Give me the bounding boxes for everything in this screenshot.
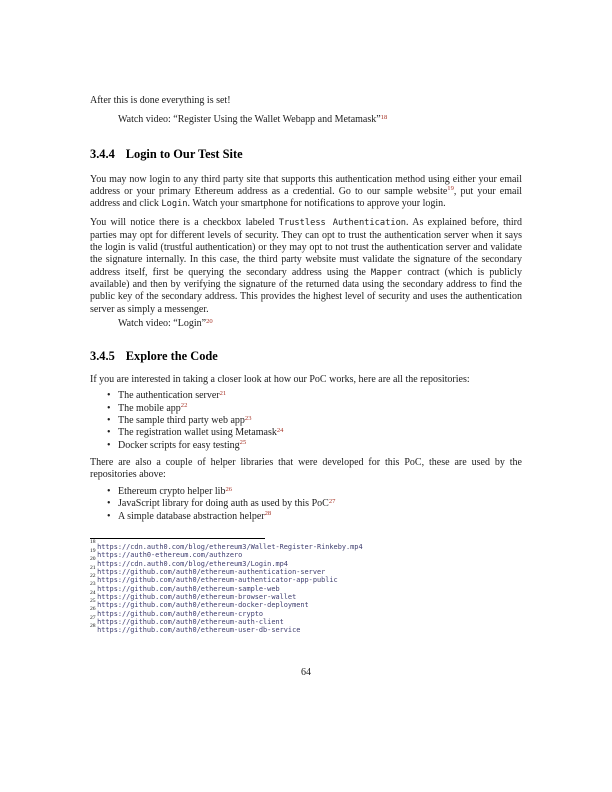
- text-run: The registration wallet using Metamask: [118, 427, 277, 439]
- inline-code: Trustless Authentication: [278, 218, 407, 229]
- footnote-number: 28: [90, 622, 96, 629]
- footnote-url-link[interactable]: https://github.com/auth0/ethereum-user-db-service: [97, 626, 301, 635]
- footnote-rule: [90, 538, 265, 539]
- text-run: , put your email address and click: [90, 185, 522, 210]
- footnote-number: 27: [90, 614, 96, 621]
- text-run: contract (which is publicly available) and then by verifying the signature of the returned data using the secondary address to find the public key of the secondary address. This provides the highest level of security and uses the authentication server as simply a messenger.: [90, 266, 522, 315]
- section-title: Login to Our Test Site: [125, 146, 243, 161]
- footnote-url-link[interactable]: https://github.com/auth0/ethereum-authentication-server: [97, 568, 326, 577]
- login-paragraph: [90, 174, 522, 211]
- footnote-number: 19: [90, 547, 96, 554]
- text-run: After this is done everything is set!: [90, 95, 231, 106]
- text-run: Docker scripts for easy testing: [118, 439, 240, 451]
- footnote-url-link[interactable]: https://github.com/auth0/ethereum-docker-deployment: [97, 601, 309, 610]
- footnote-number: 24: [90, 589, 96, 596]
- list-item-js-auth-library: [90, 498, 522, 510]
- list-item-sample-web-app: [90, 415, 522, 427]
- footnote-url-link[interactable]: https://github.com/auth0/ethereum-crypto: [97, 609, 264, 618]
- footnote-ref[interactable]: 24: [276, 426, 284, 434]
- section-number: 3.4.5: [90, 348, 115, 363]
- footnote-url-link[interactable]: https://github.com/auth0/ethereum-auth-client: [97, 618, 284, 627]
- footnote-ref[interactable]: 23: [244, 414, 252, 422]
- text-run: The authentication server: [118, 390, 220, 402]
- list-item-db-helper: [90, 511, 522, 523]
- footnote-ref[interactable]: 18: [380, 113, 388, 121]
- intro-paragraph: [90, 95, 522, 107]
- footnote-url-link[interactable]: https://github.com/auth0/ethereum-sample-web: [97, 584, 280, 593]
- text-run: The sample third party web app: [118, 415, 245, 427]
- footnote-number: 20: [90, 556, 96, 563]
- footnote-ref[interactable]: 19: [447, 185, 454, 193]
- footnote-number: 23: [90, 581, 96, 588]
- footnote-number: 18: [90, 539, 96, 546]
- footnote-url-link[interactable]: https://cdn.auth0.com/blog/ethereum3/Wallet-Register-Rinkeby.mp4: [97, 543, 363, 551]
- text-run: If you are interested in taking a closer look at how our PoC works, here are all the repositories:: [90, 373, 470, 385]
- text-run: Watch video: “Register Using the Wallet Webapp and Metamask”: [118, 114, 381, 126]
- watch-video-login-line: [118, 318, 522, 330]
- repository-list: [90, 390, 522, 451]
- list-item-crypto-helper: [90, 486, 522, 498]
- footnote-number: 26: [90, 606, 96, 613]
- section-title: Explore the Code: [125, 348, 218, 363]
- footnote-url-link[interactable]: https://github.com/auth0/ethereum-browser-wallet: [97, 593, 297, 602]
- list-item-docker-scripts: [90, 440, 522, 452]
- list-item-mobile-app: [90, 403, 522, 415]
- text-run: . As explained before, third parties may opt for different levels of security. They can opt to trust the authentication server when it says the login is valid (trustful authentication) or they may opt to not trust the authentication server and validate the signature internally. In this case, the third party website must validate the signature of the secondary address itself, first be querying the secondary address using the: [90, 217, 522, 278]
- inline-code: Login: [161, 199, 188, 210]
- footnote-18: [90, 539, 522, 551]
- footnotes-block: [90, 538, 522, 635]
- watch-video-register-line: [118, 114, 522, 126]
- footnote-url-link[interactable]: https://cdn.auth0.com/blog/ethereum3/Login.mp4: [97, 559, 288, 568]
- footnote-24: [90, 589, 522, 602]
- text-run: You may now login to any third party site that supports this authentication method using either your email address or your primary Ethereum address as a credential. Go to our sample website: [90, 173, 522, 197]
- text-run: There are also a couple of helper libraries that were developed for this PoC, these are used by the repositories above:: [90, 456, 522, 481]
- footnote-20: [90, 556, 522, 568]
- footnote-url-link[interactable]: https://github.com/auth0/ethereum-authenticator-app-public: [97, 576, 338, 585]
- section-number: 3.4.4: [90, 146, 115, 161]
- footnote-number: 21: [90, 564, 96, 571]
- inline-code: Mapper: [370, 267, 403, 278]
- footnote-ref[interactable]: 22: [180, 402, 188, 410]
- text-run: JavaScript library for doing auth as used by this PoC: [118, 498, 329, 510]
- footnote-27: [90, 614, 522, 627]
- footnote-26: [90, 606, 522, 618]
- text-run: Ethereum crypto helper lib: [118, 486, 226, 498]
- footnote-ref[interactable]: 26: [225, 485, 233, 493]
- footnote-number: 25: [90, 597, 96, 604]
- section-heading-3-4-5: [90, 349, 522, 363]
- list-item-registration-wallet: [90, 427, 522, 439]
- footnote-21: [90, 564, 522, 577]
- footnote-url-link[interactable]: https://auth0-ethereum.com/authzero: [97, 551, 243, 560]
- list-item-auth-server: [90, 390, 522, 402]
- text-column: [90, 90, 522, 523]
- text-run: The mobile app: [118, 402, 181, 414]
- explore-intro-paragraph: [90, 374, 522, 386]
- helpers-paragraph: [90, 457, 522, 482]
- text-run: You will notice there is a checkbox labeled: [90, 217, 279, 229]
- footnote-23: [90, 581, 522, 593]
- trustless-paragraph: [90, 217, 522, 315]
- text-run: Watch video: “Login”: [118, 318, 207, 330]
- footnote-ref[interactable]: 21: [219, 389, 227, 397]
- footnote-ref[interactable]: 27: [328, 497, 336, 505]
- text-run: . Watch your smartphone for notifications to approve your login.: [187, 198, 446, 210]
- text-run: A simple database abstraction helper: [118, 510, 265, 522]
- helper-library-list: [90, 486, 522, 523]
- footnote-ref[interactable]: 20: [206, 317, 213, 325]
- section-heading-3-4-4: [90, 147, 522, 161]
- footnote-ref[interactable]: 25: [239, 439, 247, 447]
- page-number: 64: [301, 667, 311, 678]
- footnote-number: 22: [90, 572, 96, 579]
- footnote-ref[interactable]: 28: [264, 510, 272, 518]
